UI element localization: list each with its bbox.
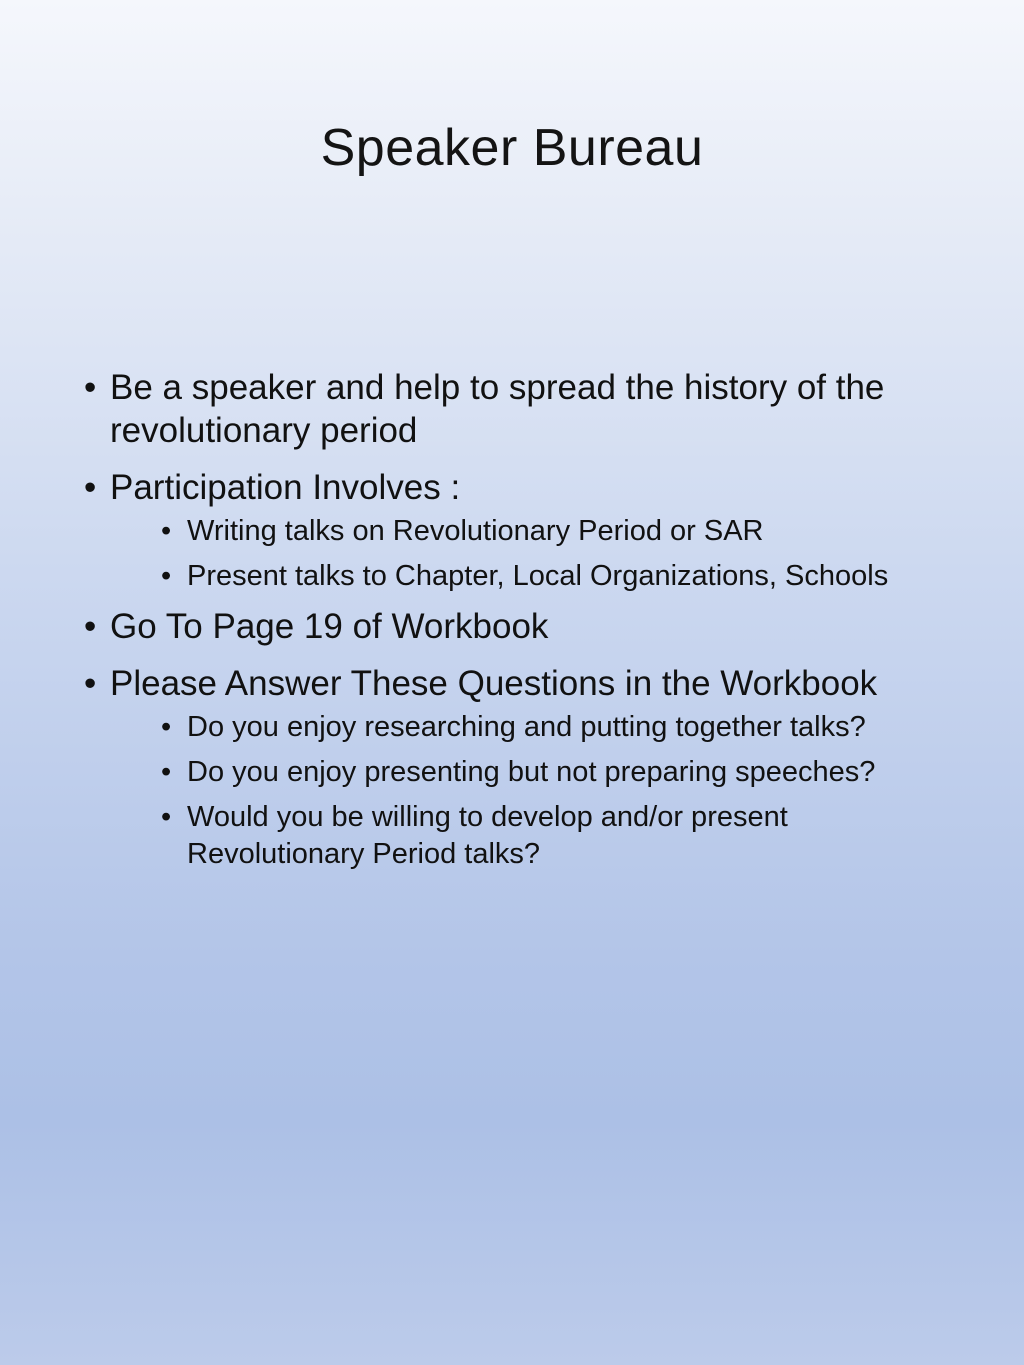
bullet-text: Go To Page 19 of Workbook bbox=[110, 607, 549, 646]
bullet-text: Please Answer These Questions in the Workbook bbox=[110, 664, 878, 703]
bullet-dot-icon: • bbox=[84, 607, 97, 646]
sub-bullet-list bbox=[110, 513, 944, 595]
sub-bullet-item bbox=[110, 558, 944, 595]
sub-bullet-item bbox=[110, 754, 944, 791]
bullet-item bbox=[84, 466, 944, 595]
sub-bullet-text: Do you enjoy researching and putting together talks? bbox=[187, 711, 866, 743]
bullet-dot-icon: • bbox=[161, 515, 172, 547]
sub-bullet-text: Would you be willing to develop and/or present Revolutionary Period talks? bbox=[187, 801, 788, 870]
bullet-dot-icon: • bbox=[84, 664, 97, 703]
sub-bullet-text: Present talks to Chapter, Local Organizations, Schools bbox=[187, 560, 889, 592]
sub-bullet-list bbox=[110, 709, 944, 873]
bullet-text: Be a speaker and help to spread the history of the revolutionary period bbox=[110, 368, 885, 450]
sub-bullet-text: Writing talks on Revolutionary Period or SAR bbox=[187, 515, 764, 547]
sub-bullet-item bbox=[110, 799, 944, 873]
slide-title: Speaker Bureau bbox=[320, 119, 704, 177]
bullet-dot-icon: • bbox=[84, 468, 97, 507]
bullet-dot-icon: • bbox=[161, 756, 172, 788]
bullet-dot-icon: • bbox=[161, 801, 172, 833]
bullet-item bbox=[84, 366, 944, 452]
bullet-item bbox=[84, 662, 944, 873]
bullet-text: Participation Involves : bbox=[110, 468, 461, 507]
sub-bullet-item bbox=[110, 709, 944, 746]
bullet-list bbox=[84, 366, 944, 883]
bullet-dot-icon: • bbox=[84, 368, 97, 407]
bullet-dot-icon: • bbox=[161, 711, 172, 743]
bullet-item bbox=[84, 605, 944, 648]
sub-bullet-item bbox=[110, 513, 944, 550]
sub-bullet-text: Do you enjoy presenting but not preparing speeches? bbox=[187, 756, 876, 788]
bullet-dot-icon: • bbox=[161, 560, 172, 592]
